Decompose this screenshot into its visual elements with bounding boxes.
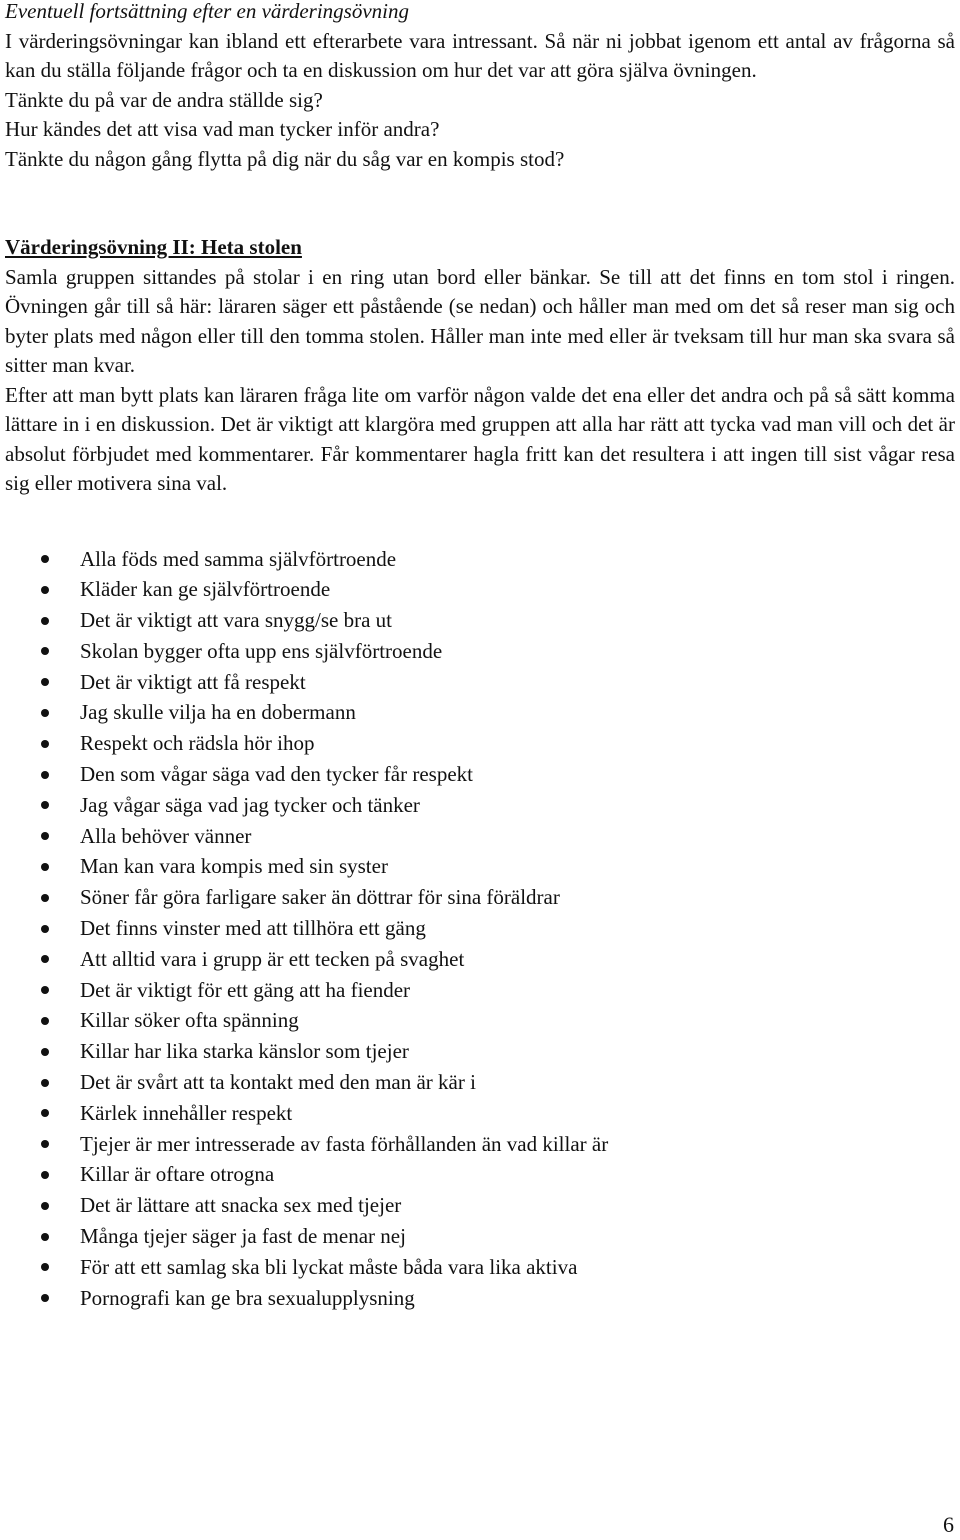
- statement-item: [5, 1221, 955, 1252]
- bullet-icon: [41, 986, 49, 994]
- bullet-icon: [41, 1079, 49, 1087]
- statement-text: Jag skulle vilja ha en dobermann: [80, 700, 356, 725]
- statement-text: Det är lättare att snacka sex med tjejer: [80, 1193, 402, 1218]
- statement-text: Kläder kan ge självförtroende: [80, 577, 331, 602]
- statement-text: Killar är oftare otrogna: [80, 1162, 275, 1187]
- bullet-icon: [41, 771, 49, 779]
- statement-item: [5, 1129, 955, 1160]
- statement-text: Det är viktigt för ett gäng att ha fiender: [80, 977, 411, 1002]
- section-title: Eventuell fortsättning efter en värderingsövning: [5, 0, 409, 23]
- statement-text: Killar söker ofta spänning: [80, 1008, 299, 1033]
- statement-item: [5, 1190, 955, 1221]
- page-number: 6: [943, 1512, 954, 1537]
- statement-text: Jag vågar säga vad jag tycker och tänker: [80, 792, 420, 817]
- statement-text: Det finns vinster med att tillhöra ett gäng: [80, 916, 426, 941]
- statement-item: [5, 975, 955, 1006]
- exercise-heading: Värderingsövning II: Heta stolen: [5, 235, 302, 259]
- statement-item: [5, 851, 955, 882]
- bullet-icon: [41, 740, 49, 748]
- bullet-icon: [41, 955, 49, 963]
- statement-item: [5, 821, 955, 852]
- statement-item: [5, 1159, 955, 1190]
- exercise-paragraph-2: Efter att man bytt plats kan läraren fråga lite om varför någon valde det ena eller det andra och på så sätt komma lättare in i en diskussion. Det är viktigt att klargöra med gruppen att alla har rätt att tycka vad man vill och det är absolut förbjudet med kommentarer. Får kommentarer hagla fritt kan det resultera i att ingen till sist vågar resa sig eller motivera sina val.: [5, 382, 955, 495]
- bullet-icon: [41, 617, 49, 625]
- bullet-icon: [41, 832, 49, 840]
- statement-text: Alla föds med samma självförtroende: [80, 546, 397, 571]
- bullet-icon: [41, 894, 49, 902]
- statement-item: [5, 1252, 955, 1283]
- statement-text: Respekt och rädsla hör ihop: [80, 731, 315, 756]
- statement-text: Det är viktigt att få respekt: [80, 669, 306, 694]
- statement-text: Killar har lika starka känslor som tjejer: [80, 1039, 409, 1064]
- statement-item: [5, 544, 955, 575]
- statement-item: [5, 728, 955, 759]
- bullet-icon: [41, 1233, 49, 1241]
- statement-text: Det är svårt att ta kontakt med den man är kär i: [80, 1070, 476, 1095]
- bullet-icon: [41, 586, 49, 594]
- statement-item: [5, 790, 955, 821]
- statement-item: [5, 1283, 955, 1314]
- statement-item: [5, 1067, 955, 1098]
- statement-item: [5, 882, 955, 913]
- exercise-paragraph-1: Samla gruppen sittandes på stolar i en ring utan bord eller bänkar. Se till att det finns en tom stol i ringen. Övningen går till så här: läraren säger ett påstående (se nedan) och håller man med om det så reser man sig och byter plats med någon eller till den tomma stolen. Håller man inte med eller är tveksam till hur man ska svara så sitter man kvar.: [5, 264, 955, 377]
- bullet-icon: [41, 1202, 49, 1210]
- statement-text: Alla behöver vänner: [80, 823, 252, 848]
- bullet-icon: [41, 1171, 49, 1179]
- bullet-icon: [41, 647, 49, 655]
- statement-text: Kärlek innehåller respekt: [80, 1100, 293, 1125]
- bullet-icon: [41, 863, 49, 871]
- statement-item: [5, 574, 955, 605]
- statement-item: [5, 913, 955, 944]
- bullet-icon: [41, 1017, 49, 1025]
- bullet-icon: [41, 1109, 49, 1117]
- statement-item: [5, 667, 955, 698]
- statement-item: [5, 759, 955, 790]
- statement-text: Man kan vara kompis med sin syster: [80, 854, 388, 879]
- statement-text: Att alltid vara i grupp är ett tecken på svaghet: [80, 946, 465, 971]
- intro-paragraph: I värderingsövningar kan ibland ett efterarbete vara intressant. Så när ni jobbat igenom ett antal av frågorna så kan du ställa följande frågor och ta en diskussion om hur det var att göra själva övningen.: [5, 28, 955, 82]
- statement-item: [5, 605, 955, 636]
- question-2: Hur kändes det att visa vad man tycker inför andra?: [5, 117, 440, 141]
- bullet-icon: [41, 1294, 49, 1302]
- statement-item: [5, 636, 955, 667]
- statement-item: [5, 1098, 955, 1129]
- statement-text: Tjejer är mer intresserade av fasta förhållanden än vad killar är: [80, 1131, 609, 1156]
- statement-text: Söner får göra farligare saker än döttrar för sina föräldrar: [80, 885, 560, 910]
- bullet-icon: [41, 709, 49, 717]
- statement-item: [5, 944, 955, 975]
- statement-item: [5, 1005, 955, 1036]
- statement-list: [5, 544, 955, 1314]
- statement-text: Den som vågar säga vad den tycker får respekt: [80, 762, 474, 787]
- bullet-icon: [41, 1048, 49, 1056]
- bullet-icon: [41, 801, 49, 809]
- statement-text: För att ett samlag ska bli lyckat måste båda vara lika aktiva: [80, 1254, 578, 1279]
- bullet-icon: [41, 1140, 49, 1148]
- statement-text: Det är viktigt att vara snygg/se bra ut: [80, 608, 392, 633]
- question-3: Tänkte du någon gång flytta på dig när du såg var en kompis stod?: [5, 146, 565, 171]
- bullet-icon: [41, 678, 49, 686]
- statement-text: Skolan bygger ofta upp ens självförtroende: [80, 638, 443, 663]
- statement-text: Många tjejer säger ja fast de menar nej: [80, 1224, 406, 1249]
- statement-text: Pornografi kan ge bra sexualupplysning: [80, 1285, 415, 1310]
- document-page: [5, 0, 955, 1313]
- statement-item: [5, 1036, 955, 1067]
- bullet-icon: [41, 555, 49, 563]
- bullet-icon: [41, 925, 49, 933]
- question-1: Tänkte du på var de andra ställde sig?: [5, 87, 323, 112]
- statement-item: [5, 697, 955, 728]
- bullet-icon: [41, 1263, 49, 1271]
